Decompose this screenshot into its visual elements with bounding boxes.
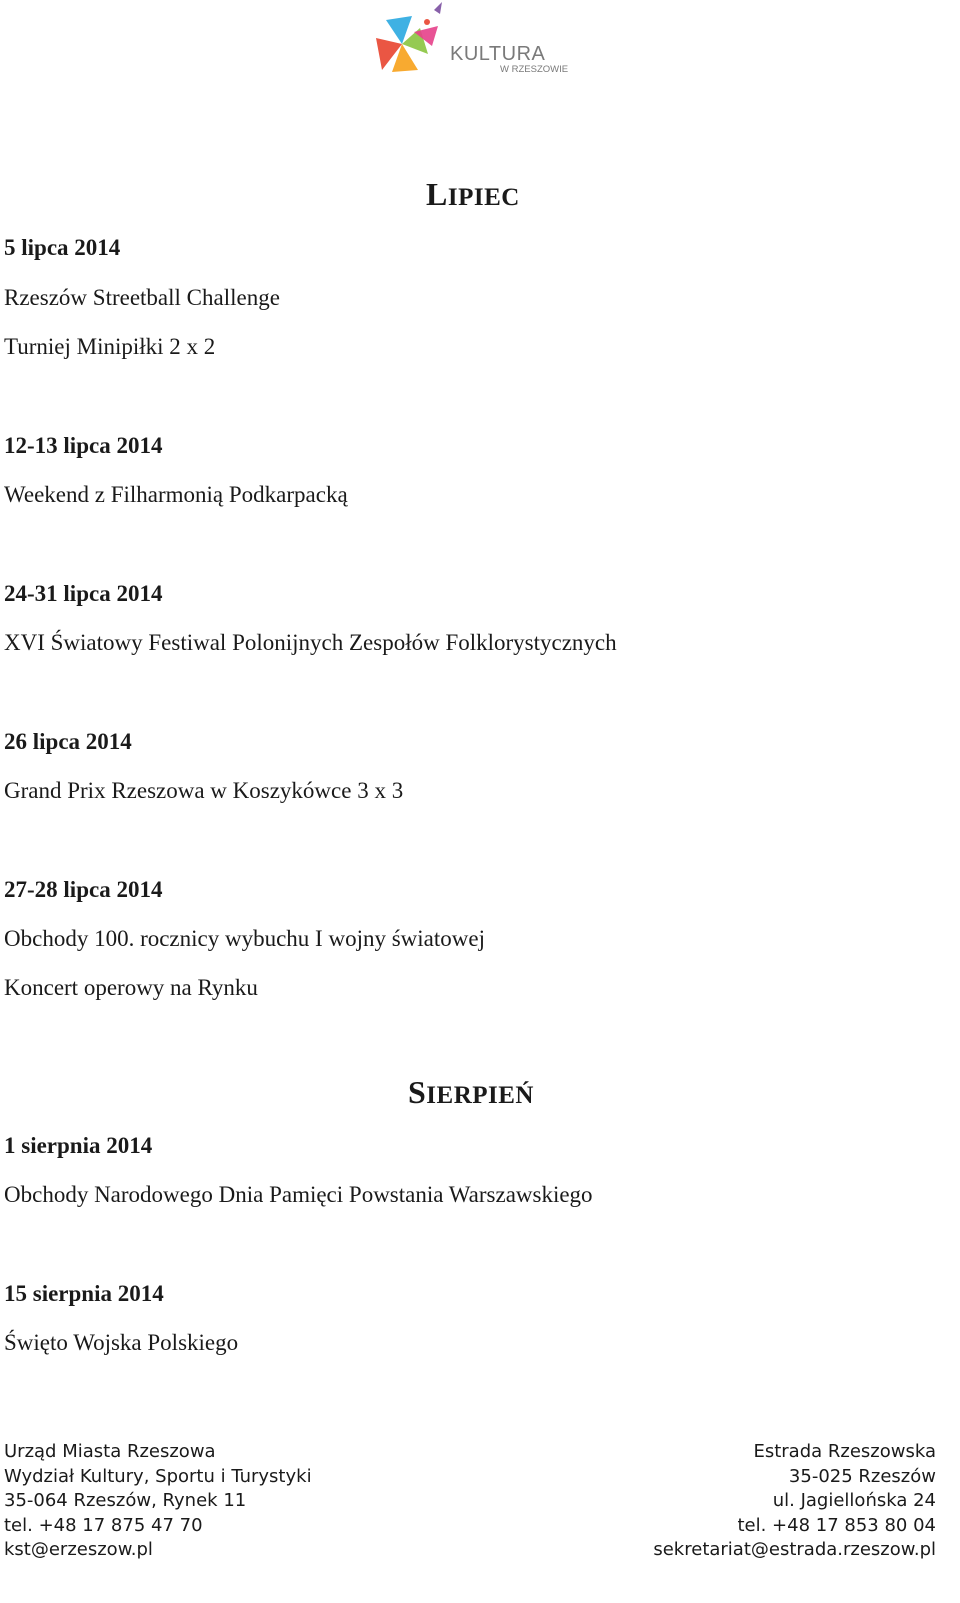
logo-sub: W RZESZOWIE <box>500 64 569 75</box>
footer-contact-right <box>653 1440 936 1563</box>
event-title: XVI Światowy Festiwal Polonijnych Zespołów Folklorystycznych <box>4 630 617 655</box>
kultura-logo <box>372 0 582 80</box>
footer-email[interactable]: kst@erzeszow.pl <box>4 1539 153 1560</box>
footer-line: tel. +48 17 853 80 04 <box>737 1514 936 1536</box>
footer-line: Wydział Kultury, Sportu i Turystyki <box>4 1465 312 1487</box>
pinwheel-logo-icon <box>372 0 582 80</box>
event-title: Obchody Narodowego Dnia Pamięci Powstania Warszawskiego <box>4 1182 593 1207</box>
event-date: 5 lipca 2014 <box>4 235 121 260</box>
event-date: 24-31 lipca 2014 <box>4 581 163 606</box>
month-heading-sierpien: SIERPIEŃ <box>408 1074 534 1110</box>
event-date: 1 sierpnia 2014 <box>4 1133 153 1158</box>
event-title: Weekend z Filharmonią Podkarpacką <box>4 482 348 507</box>
event-date: 27-28 lipca 2014 <box>4 877 163 902</box>
event-title: Koncert operowy na Rynku <box>4 975 258 1000</box>
event-date: 12-13 lipca 2014 <box>4 433 163 458</box>
footer-line: Estrada Rzeszowska <box>753 1441 936 1462</box>
event-date: 15 sierpnia 2014 <box>4 1281 164 1306</box>
logo-word: KULTURA <box>450 43 546 65</box>
footer-email[interactable]: sekretariat@estrada.rzeszow.pl <box>653 1539 936 1560</box>
footer-line: 35-064 Rzeszów, Rynek 11 <box>4 1490 247 1511</box>
footer-contact-left <box>4 1440 312 1563</box>
event-title: Turniej Minipiłki 2 x 2 <box>4 334 216 359</box>
footer-line: Urząd Miasta Rzeszowa <box>4 1441 216 1462</box>
event-title: Grand Prix Rzeszowa w Koszykówce 3 x 3 <box>4 778 404 803</box>
event-title: Obchody 100. rocznicy wybuchu I wojny światowej <box>4 926 485 951</box>
footer-line: tel. +48 17 875 47 70 <box>4 1514 203 1536</box>
event-date: 26 lipca 2014 <box>4 729 132 754</box>
event-title: Rzeszów Streetball Challenge <box>4 285 280 310</box>
month-heading-lipiec: LIPIEC <box>426 176 520 212</box>
footer-line: 35-025 Rzeszów <box>788 1465 936 1487</box>
event-title: Święto Wojska Polskiego <box>4 1330 239 1355</box>
footer-line: ul. Jagiellońska 24 <box>772 1490 936 1511</box>
